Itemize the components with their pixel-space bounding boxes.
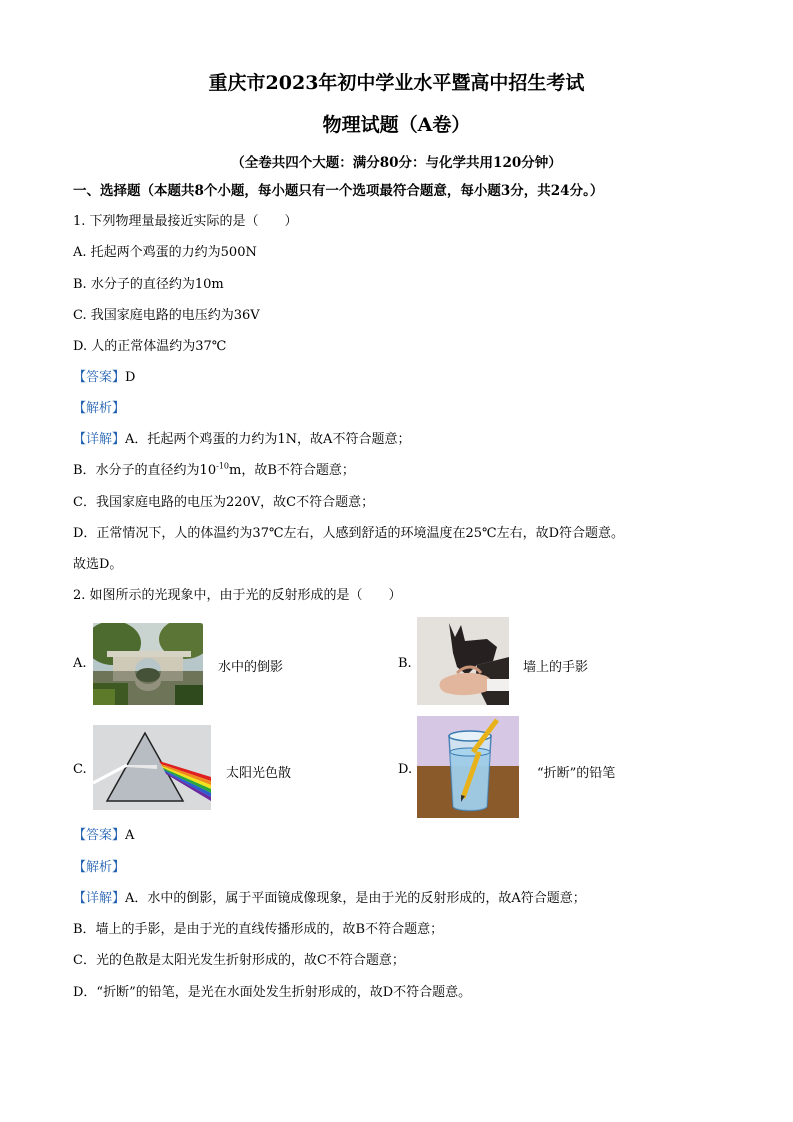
q1-conclusion: 故选D。 bbox=[73, 557, 123, 572]
q1-detail-b bbox=[73, 463, 355, 479]
exam-subtitle: 物理试题（A卷） bbox=[322, 114, 471, 136]
bent-pencil-image bbox=[417, 716, 519, 818]
detail-tag: 【详解】 bbox=[73, 891, 126, 906]
q1-detail-d: D．正常情况下，人的体温约为37℃左右，人感到舒适的环境温度在25℃左右，故D符合题意。 bbox=[73, 526, 625, 541]
detail-b-post: m，故B不符合题意； bbox=[229, 463, 355, 478]
exam-note: （全卷共四个大题：满分80分：与化学共用120分钟） bbox=[231, 155, 562, 171]
q2-detail-c: C．光的色散是太阳光发生折射形成的，故C不符合题意； bbox=[73, 953, 405, 968]
answer-tag: 【答案】 bbox=[73, 370, 126, 385]
exam-title: 重庆市2023年初中学业水平暨高中招生考试 bbox=[208, 72, 585, 94]
q2-stem: 2. 如图所示的光现象中，由于光的反射形成的是（ ） bbox=[73, 588, 402, 603]
q2-option-c-caption: 太阳光色散 bbox=[226, 766, 292, 781]
q2-option-a-letter: A. bbox=[73, 656, 87, 671]
detail-a-text: A．水中的倒影，属于平面镜成像现象，是由于光的反射形成的，故A符合题意； bbox=[125, 891, 586, 906]
q2-option-d-caption: “折断”的铅笔 bbox=[537, 766, 616, 781]
q1-option-d: D. 人的正常体温约为37℃ bbox=[73, 339, 227, 354]
detail-a-text: A．托起两个鸡蛋的力约为1N，故A不符合题意； bbox=[125, 432, 411, 447]
q2-option-b-letter: B. bbox=[398, 656, 412, 671]
q2-option-a-caption: 水中的倒影 bbox=[218, 660, 284, 675]
q2-analysis-tag: 【解析】 bbox=[73, 860, 126, 875]
section-heading: 一、选择题（本题共8个小题，每小题只有一个选项最符合题意，每小题3分，共24分。） bbox=[73, 183, 604, 199]
detail-b-pre: B．水分子的直径约为10 bbox=[73, 463, 217, 478]
q2-option-d-letter: D. bbox=[398, 762, 413, 777]
q1-option-c: C. 我国家庭电路的电压约为36V bbox=[73, 308, 260, 323]
bridge-reflection-image bbox=[93, 623, 203, 705]
q1-detail-c: C．我国家庭电路的电压为220V，故C不符合题意； bbox=[73, 495, 375, 510]
answer-value: A bbox=[125, 828, 135, 843]
q2-answer bbox=[73, 828, 134, 844]
q1-option-b: B. 水分子的直径约为10m bbox=[73, 277, 224, 292]
q1-detail-a bbox=[73, 432, 410, 448]
q1-answer bbox=[73, 370, 135, 386]
q2-option-c-letter: C. bbox=[73, 762, 87, 777]
q1-analysis-tag: 【解析】 bbox=[73, 401, 126, 416]
hand-shadow-image bbox=[417, 617, 509, 705]
q2-option-b-caption: 墙上的手影 bbox=[523, 660, 589, 675]
detail-tag: 【详解】 bbox=[73, 432, 126, 447]
q2-detail-d: D．“折断”的铅笔，是光在水面处发生折射形成的，故D不符合题意。 bbox=[73, 985, 472, 1000]
q1-stem: 1. 下列物理量最接近实际的是（ ） bbox=[73, 214, 298, 229]
q2-detail-b: B．墙上的手影，是由于光的直线传播形成的，故B不符合题意； bbox=[73, 922, 444, 937]
detail-b-exponent: -10 bbox=[216, 461, 229, 471]
prism-dispersion-image bbox=[93, 725, 211, 810]
answer-tag: 【答案】 bbox=[73, 828, 126, 843]
answer-value: D bbox=[125, 370, 136, 385]
q1-option-a: A. 托起两个鸡蛋的力约为500N bbox=[73, 245, 257, 260]
q2-detail-a bbox=[73, 891, 586, 907]
